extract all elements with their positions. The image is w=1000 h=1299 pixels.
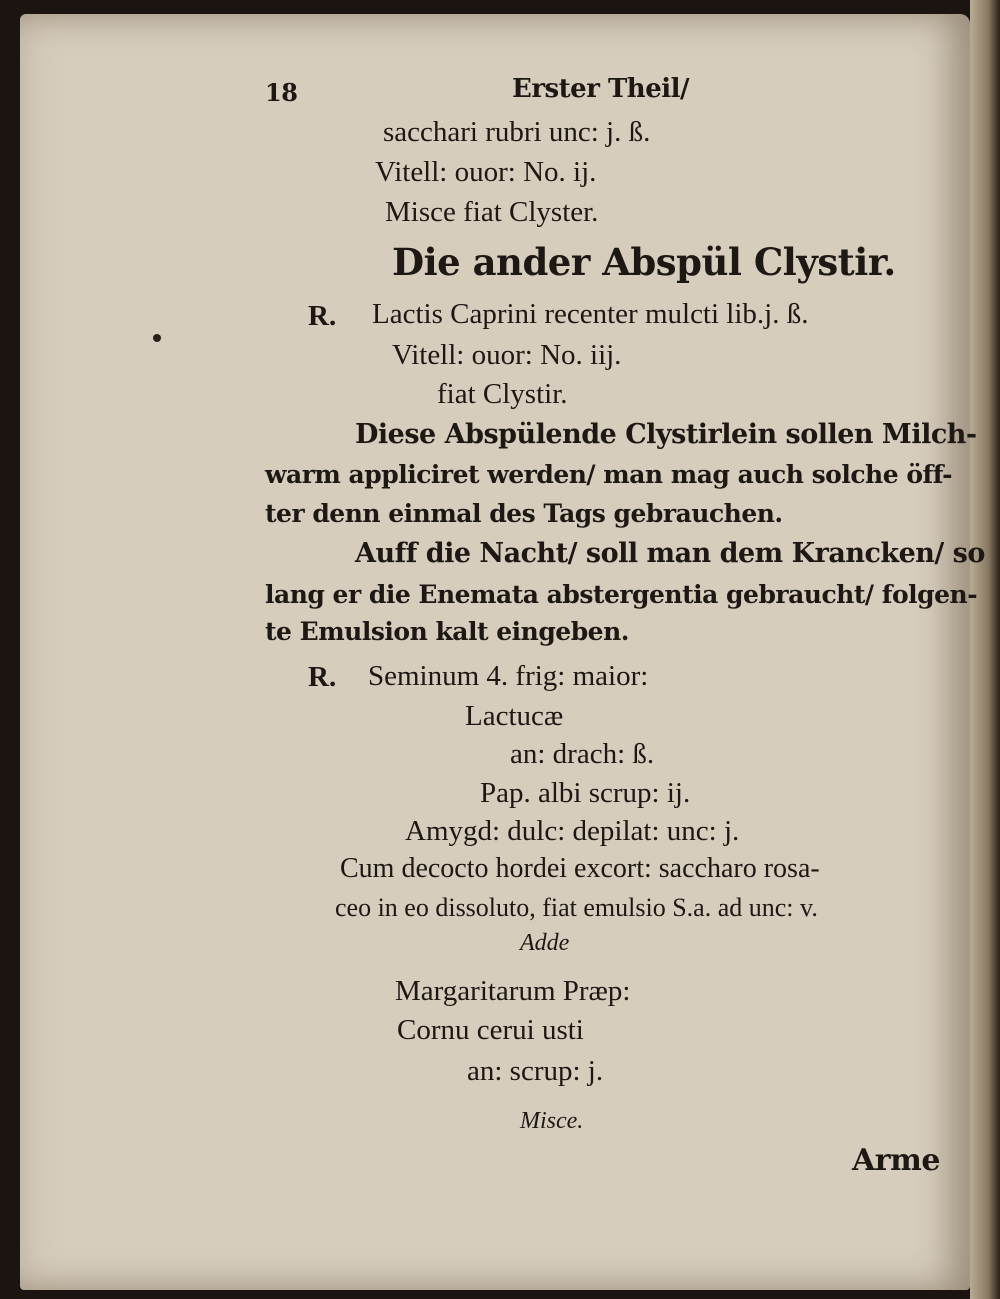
book-edge (970, 0, 1000, 1299)
ink-spot (153, 334, 161, 342)
running-title: Erster Theil/ (512, 74, 689, 104)
text-line: sacchari rubri unc: j. ß. (383, 116, 651, 148)
text-line: an: drach: ß. (510, 738, 655, 770)
paragraph-line: te Emulsion kalt eingeben. (265, 617, 629, 646)
recipe-mark: R. (308, 300, 337, 332)
text-line: Amygd: dulc: depilat: unc: j. (405, 815, 740, 847)
paragraph-line: lang er die Enemata abstergentia gebraucht/ folgen- (265, 580, 978, 609)
text-line: Vitell: ouor: No. ij. (375, 156, 597, 188)
text-line: Pap. albi scrup: ij. (480, 777, 691, 809)
paragraph-line: ter denn einmal des Tags gebrauchen. (265, 499, 783, 528)
section-heading: Die ander Abspül Clystir. (392, 240, 896, 284)
text-line: Lactucæ (465, 700, 564, 732)
paragraph-line: warm appliciret werden/ man mag auch solche öff- (265, 460, 953, 489)
text-line: Cornu cerui usti (397, 1014, 584, 1046)
text-line: Seminum 4. frig: maior: (368, 660, 649, 692)
text-line: fiat Clystir. (437, 378, 568, 410)
text-line: ceo in eo dissoluto, fiat emulsio S.a. ad unc: v. (335, 893, 818, 922)
text-line: Lactis Caprini recenter mulcti lib.j. ß. (372, 298, 809, 330)
text-line: Misce fiat Clyster. (385, 196, 599, 228)
catchword: Arme (852, 1143, 940, 1178)
paragraph-line: Diese Abspülende Clystirlein sollen Milch- (355, 419, 977, 450)
text-line: Vitell: ouor: No. iij. (392, 339, 622, 371)
text-line: Adde (520, 930, 570, 956)
text-line: Margaritarum Præp: (395, 975, 631, 1007)
text-line: an: scrup: j. (467, 1055, 604, 1087)
recipe-mark: R. (308, 661, 337, 693)
text-line: Cum decocto hordei excort: sacchаro rosa- (340, 853, 820, 884)
paragraph-line: Auff die Nacht/ soll man dem Krancken/ so (355, 538, 985, 569)
page-number: 18 (265, 78, 298, 107)
text-line: Misce. (520, 1108, 584, 1134)
